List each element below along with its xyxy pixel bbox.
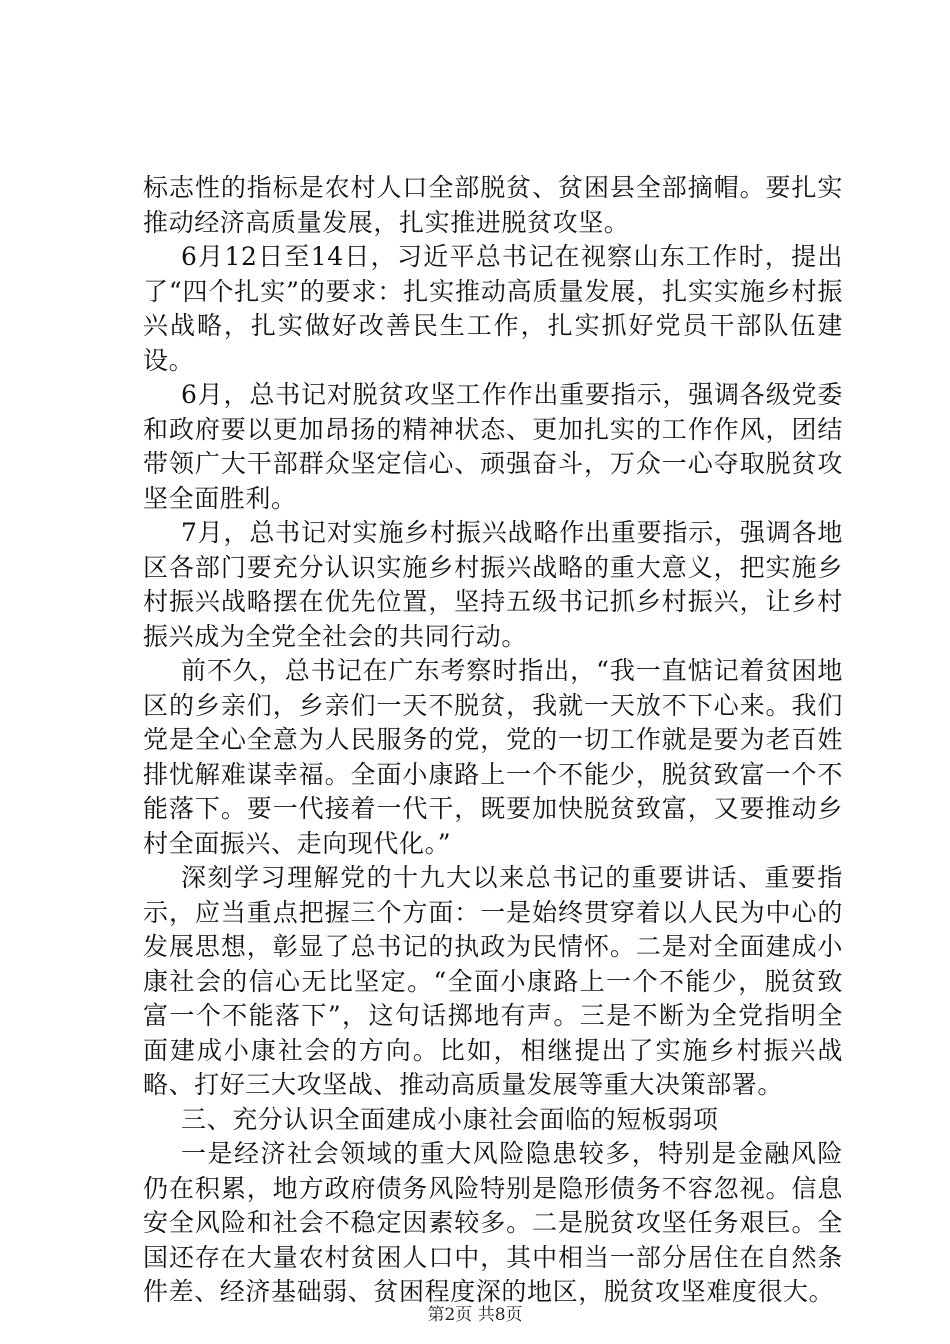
paragraph: 6月12日至14日，习近平总书记在视察山东工作时，提出了“四个扎实”的要求：扎实推动高质量发展，扎实实施乡村振兴战略，扎实做好改善民生工作，扎实抓好党员干部队伍建设。 [143, 242, 843, 375]
page-footer [0, 1300, 950, 1325]
paragraph: 深刻学习理解党的十九大以来总书记的重要讲话、重要指示，应当重点把握三个方面：一是始终贯穿着以人民为中心的发展思想，彰显了总书记的执政为民情怀。二是对全面建成小康社会的信心无比坚定。“全面小康路上一个不能少，脱贫致富一个不能落下”，这句话掷地有声。三是不断为全党指明全面建成小康社会的方向。比如，相继提出了实施乡村振兴战略、打好三大攻坚战、推动高质量发展等重大决策部署。 [143, 863, 843, 1099]
paragraph: 一是经济社会领域的重大风险隐患较多，特别是金融风险仍在积累，地方政府债务风险特别是隐形债务不容忽视。信息安全风险和社会不稳定因素较多。二是脱贫攻坚任务艰巨。全国还存在大量农村贫困人口中，其中相当一部分居住在自然条件差、经济基础弱、贫困程度深的地区，脱贫攻坚难度很大。 [143, 1139, 843, 1306]
paragraph: 6月，总书记对脱贫攻坚工作作出重要指示，强调各级党委和政府要以更加昂扬的精神状态、更加扎实的工作作风，团结带领广大干部群众坚定信心、顽强奋斗，万众一心夺取脱贫攻坚全面胜利。 [143, 380, 843, 513]
paragraph-continuation: 标志性的指标是农村人口全部脱贫、贫困县全部摘帽。要扎实推动经济高质量发展，扎实推进脱贫攻坚。 [143, 173, 843, 237]
paragraph: 7月，总书记对实施乡村振兴战略作出重要指示，强调各地区各部门要充分认识实施乡村振兴战略的重大意义，把实施乡村振兴战略摆在优先位置，坚持五级书记抓乡村振兴，让乡村振兴成为全党全社会的共同行动。 [143, 518, 843, 651]
section-heading: 三、充分认识全面建成小康社会面临的短板弱项 [181, 1104, 719, 1134]
paragraph: 前不久，总书记在广东考察时指出，“我一直惦记着贫困地区的乡亲们，乡亲们一天不脱贫，我就一天放不下心来。我们党是全心全意为人民服务的党，党的一切工作就是要为老百姓排忧解难谋幸福。全面小康路上一个不能少，脱贫致富一个不能落下。要一代接着一代干，既要加快脱贫致富，又要推动乡村全面振兴、走向现代化。” [143, 656, 843, 858]
document-body [143, 171, 843, 1310]
page-number: 第2页 共8页 [427, 1305, 523, 1325]
